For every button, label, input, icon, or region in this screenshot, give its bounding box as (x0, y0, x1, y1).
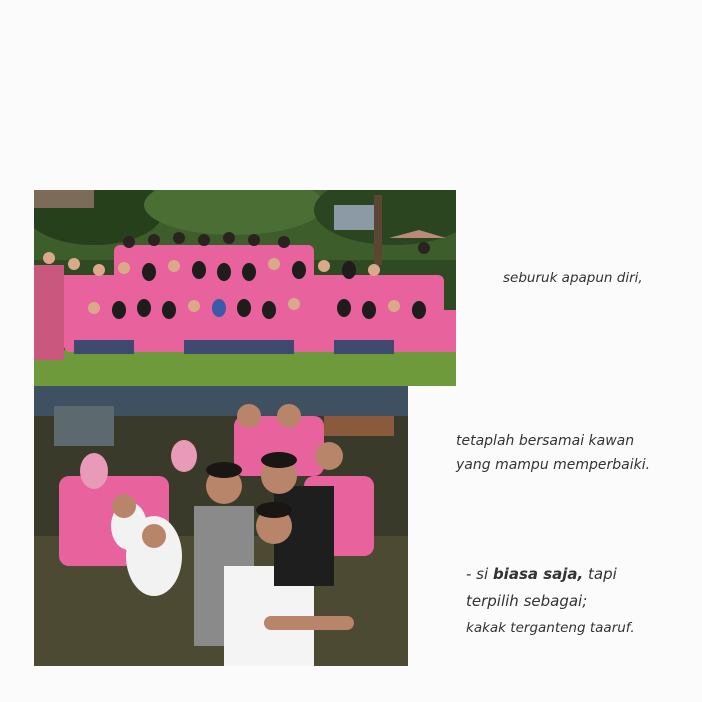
group-photo (34, 190, 456, 386)
caption-bold-text: biasa saja, (492, 565, 584, 583)
caption-text: seburuk apapun diri, (503, 270, 643, 286)
group-photo-illustration (34, 190, 456, 386)
caption-text: yang mampu memperbaiki. (456, 457, 651, 473)
caption-block-3 (466, 561, 635, 642)
caption-block-2 (456, 429, 650, 477)
caption-text: kakak terganteng taaruf. (466, 620, 635, 636)
selfie-photo-illustration (34, 386, 408, 666)
caption-text: terpilih sebagai; (466, 592, 588, 610)
caption-text: - si (466, 565, 493, 583)
caption-line-1 (503, 266, 643, 290)
selfie-photo (34, 386, 408, 666)
caption-line (466, 561, 635, 588)
caption-text: tetaplah bersamai kawan (456, 433, 635, 449)
caption-text: tapi (583, 565, 617, 583)
